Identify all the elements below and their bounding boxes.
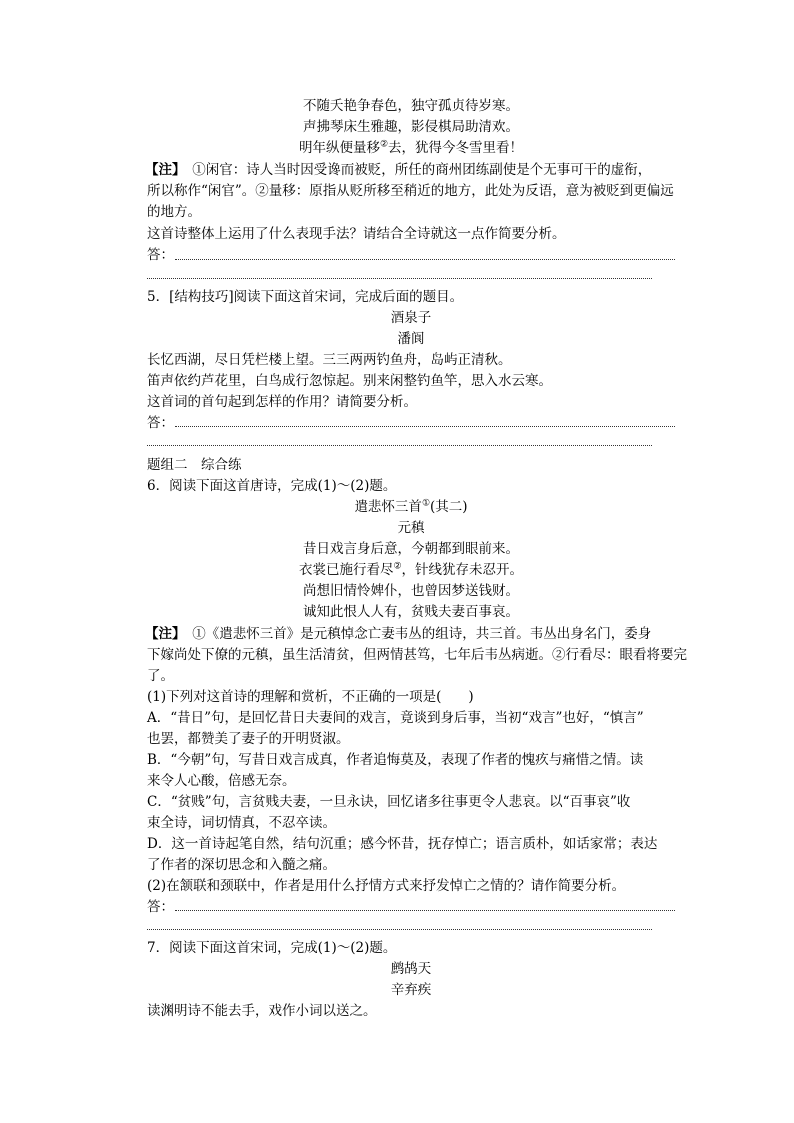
- poem-line: 笛声依约芦花里，白鸟成行忽惊起。别来闲整钓鱼竿，思入水云寒。: [147, 373, 552, 389]
- group-heading: 题组二 综合练: [147, 457, 242, 473]
- question-prompt: 这首诗整体上运用了什么表现手法？请结合全诗就这一点作简要分析。: [147, 226, 566, 242]
- option-d-cont: 了作者的深切思念和入髓之痛。: [147, 857, 336, 873]
- note-line: 的地方。: [147, 204, 201, 220]
- note-line: 了。: [147, 668, 174, 684]
- poem-line: 不随夭艳争春色，独守孤贞待岁寒。: [303, 98, 519, 114]
- answer-line[interactable]: [147, 445, 652, 446]
- poem-line: 诚知此恨人人有，贫贱夫妻百事哀。: [303, 604, 519, 620]
- option-b[interactable]: B．“今朝”句，写昔日戏言成真，作者追悔莫及，表现了作者的愧疚与痛惜之情。读: [147, 752, 644, 768]
- poem-author: 辛弃疾: [390, 982, 432, 998]
- poem-line: 昔日戏言身后意，今朝都到眼前来。: [303, 541, 519, 557]
- poem-preface: 读渊明诗不能去手，戏作小词以送之。: [147, 1003, 377, 1019]
- note-line: 所以称作“闲官”。②量移：原指从贬所移至稍近的地方，此处为反语，意为被贬到更偏远: [147, 183, 674, 199]
- question-header: 6．阅读下面这首唐诗，完成(1)～(2)题。: [147, 478, 397, 494]
- question-prompt: 这首词的首句起到怎样的作用？请简要分析。: [147, 394, 417, 410]
- poem-line: 明年纵便量移②去，犹得今冬雪里看！: [298, 139, 524, 156]
- answer-line[interactable]: [147, 278, 652, 279]
- poem-line: 尚想旧情怜婢仆，也曾因梦送钱财。: [303, 583, 519, 599]
- poem-author: 潘阆: [397, 331, 425, 347]
- option-c-cont: 束全诗，词切情真，不忍卒读。: [147, 815, 336, 831]
- poem-title: 鹧鸪天: [390, 961, 432, 977]
- note-line: 下嫁尚处下僚的元稹，虽生活清贫，但两情甚笃，七年后韦丛病逝。②行看尽：眼看将要完: [147, 647, 687, 663]
- poem-title: 遣悲怀三首①(其二): [354, 498, 468, 515]
- poem-line: 声拂琴床生雅趣，影侵棋局助清欢。: [303, 119, 519, 135]
- poem-author: 元稹: [397, 520, 425, 536]
- answer-line[interactable]: [175, 910, 675, 911]
- sub-question: (1)下列对这首诗的理解和赏析，不正确的一项是( ): [147, 689, 474, 705]
- sub-question: (2)在颔联和颈联中，作者是用什么抒情方式来抒发悼亡之情的？请作简要分析。: [147, 878, 626, 894]
- option-c[interactable]: C．“贫贱”句，言贫贱夫妻，一旦永诀，回忆诸多往事更令人悲哀。以“百事哀”收: [147, 794, 631, 810]
- note-line: 【注】 ①闲官：诗人当时因受谗而被贬，所任的商州团练副使是个无事可干的虚衔，: [145, 162, 652, 178]
- option-b-cont: 来令人心酸，倍感无奈。: [147, 773, 296, 789]
- answer-line[interactable]: [175, 426, 675, 427]
- answer-label: 答：: [147, 415, 174, 431]
- answer-line[interactable]: [175, 259, 675, 260]
- poem-title: 酒泉子: [390, 310, 432, 326]
- option-a-cont: 也罢，都赞美了妻子的开明贤淑。: [147, 731, 350, 747]
- answer-line[interactable]: [147, 929, 652, 930]
- answer-label: 答：: [147, 247, 174, 263]
- question-header: 7．阅读下面这首宋词，完成(1)～(2)题。: [147, 940, 397, 956]
- poem-line: 长忆西湖，尽日凭栏楼上望。三三两两钓鱼舟，岛屿正清秋。: [147, 352, 512, 368]
- option-d[interactable]: D．这一首诗起笔自然，结句沉重；感今怀昔，抚存悼亡；语言质朴，如话家常；表达: [147, 836, 658, 852]
- answer-label: 答：: [147, 899, 174, 915]
- option-a[interactable]: A．“昔日”句，是回忆昔日夫妻间的戏言，竟谈到身后事，当初“戏言”也好，“慎言”: [147, 710, 644, 726]
- note-line: 【注】 ①《遣悲怀三首》是元稹悼念亡妻韦丛的组诗，共三首。韦丛出身名门，委身: [145, 626, 652, 642]
- question-header: 5．[结构技巧]阅读下面这首宋词，完成后面的题目。: [147, 289, 464, 305]
- poem-line: 衣裳已施行看尽②，针线犹存未忍开。: [298, 561, 524, 578]
